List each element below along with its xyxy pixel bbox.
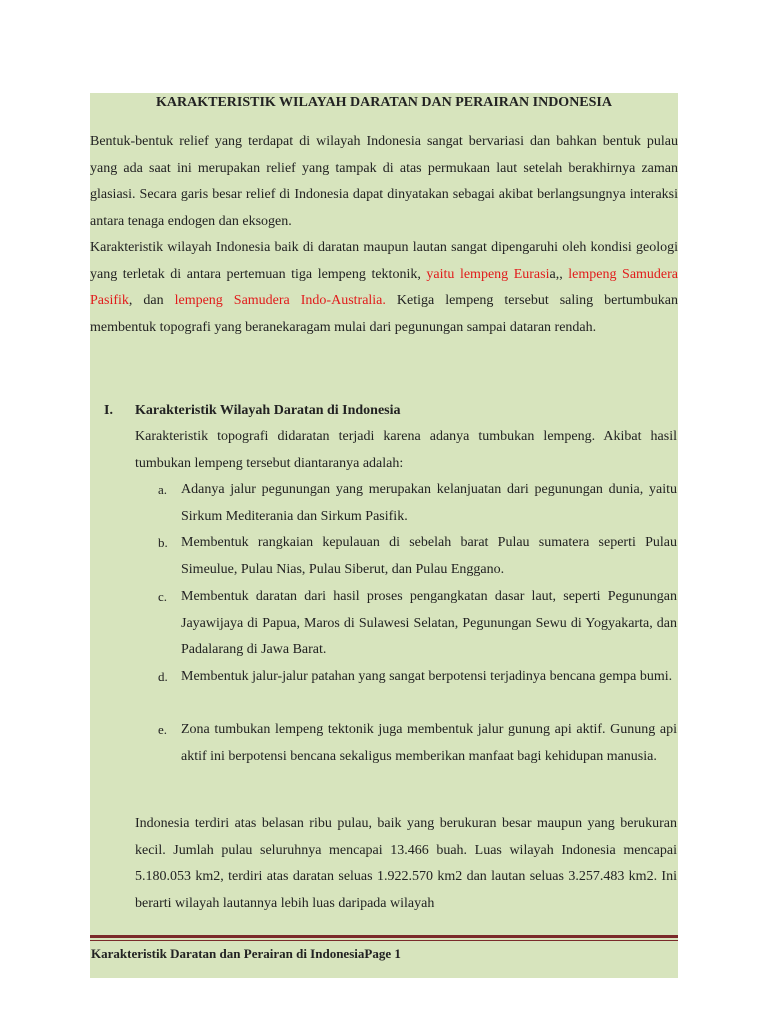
list-item-letter: e. bbox=[158, 722, 168, 737]
footer-divider-thin bbox=[90, 940, 678, 941]
section-number: I. bbox=[104, 403, 113, 418]
list-item: Membentuk daratan dari hasil proses pengangkatan dasar laut, seperti Pegunungan Jayawijaya di Papua, Maros di Sulawesi Selatan, Pegunungan Sewu di Yogyakarta, dan Padalarang di Jawa Barat. bbox=[181, 589, 677, 657]
list-item-letter: a. bbox=[158, 482, 168, 497]
intro-paragraph-1: Bentuk-bentuk relief yang terdapat di wilayah Indonesia sangat bervariasi dan bahkan bentuk pulau yang ada saat ini merupakan relief yang tampak di atas permukaan laut setelah berakhirnya zaman glasiasi. Secara garis besar relief di Indonesia dapat dinyatakan sebagai akibat berlangsungnya interaksi antara tenaga endogen dan eksogen. bbox=[90, 134, 678, 229]
list-item-letter: d. bbox=[158, 669, 168, 684]
section-heading: Karakteristik Wilayah Daratan di Indonesia bbox=[135, 403, 401, 418]
page-footer: Karakteristik Daratan dan Perairan di IndonesiaPage 1 bbox=[91, 946, 401, 961]
highlight-indo-australia: lempeng Samudera Indo-Australia. bbox=[174, 293, 386, 308]
list-item: Membentuk rangkaian kepulauan di sebelah barat Pulau sumatera seperti Pulau Simeulue, Pulau Nias, Pulau Siberut, dan Pulau Enggano. bbox=[181, 535, 677, 577]
intro-paragraph-2-text: Karakteristik wilayah Indonesia baik di daratan maupun lautan sangat dipengaruhi oleh kondisi geologi yang terletak di antara pertemuan tiga lempeng tektonik, bbox=[90, 240, 678, 282]
closing-paragraph: Indonesia terdiri atas belasan ribu pulau, baik yang berukuran besar maupun yang berukuran kecil. Jumlah pulau seluruhnya mencapai 13.466 buah. Luas wilayah Indonesia mencapai 5.180.053 km2, terdiri atas daratan seluas 1.922.570 km2 dan lautan seluas 3.257.483 km2. Ini berarti wilayah lautannya lebih luas daripada wilayah bbox=[135, 816, 677, 911]
list-item: Adanya jalur pegunungan yang merupakan kelanjuatan dari pegunungan dunia, yaitu Sirkum Mediterania dan Sirkum Pasifik. bbox=[181, 482, 677, 524]
intro-paragraph-2 bbox=[90, 235, 678, 341]
intro-paragraph-2-text: , dan bbox=[128, 293, 175, 308]
list-item: Zona tumbukan lempeng tektonik juga membentuk jalur gunung api aktif. Gunung api aktif ini berpotensi bencana sekaligus memberikan manfaat bagi kehidupan manusia. bbox=[181, 722, 677, 764]
list-item: Membentuk jalur-jalur patahan yang sangat berpotensi terjadinya bencana gempa bumi. bbox=[181, 669, 673, 684]
list-item-letter: b. bbox=[158, 535, 168, 550]
highlight-eurasia: yaitu lempeng Eurasi bbox=[426, 266, 550, 282]
highlight-pasifik: lempeng Samudera Pasifik bbox=[90, 266, 679, 308]
intro-paragraph-2-text: Ketiga lempeng tersebut saling bertumbukan membentuk topografi yang beranekaragam mulai dari pegunungan sampai dataran rendah. bbox=[90, 293, 679, 335]
footer-divider bbox=[90, 935, 678, 938]
intro-paragraph-2-text: a,, bbox=[549, 266, 569, 282]
list-item-letter: c. bbox=[158, 589, 168, 604]
document-title: KARAKTERISTIK WILAYAH DARATAN DAN PERAIRAN INDONESIA bbox=[156, 95, 612, 110]
section-lead: Karakteristik topografi didaratan terjadi karena adanya tumbukan lempeng. Akibat hasil tumbukan lempeng tersebut diantaranya adalah: bbox=[135, 429, 677, 471]
